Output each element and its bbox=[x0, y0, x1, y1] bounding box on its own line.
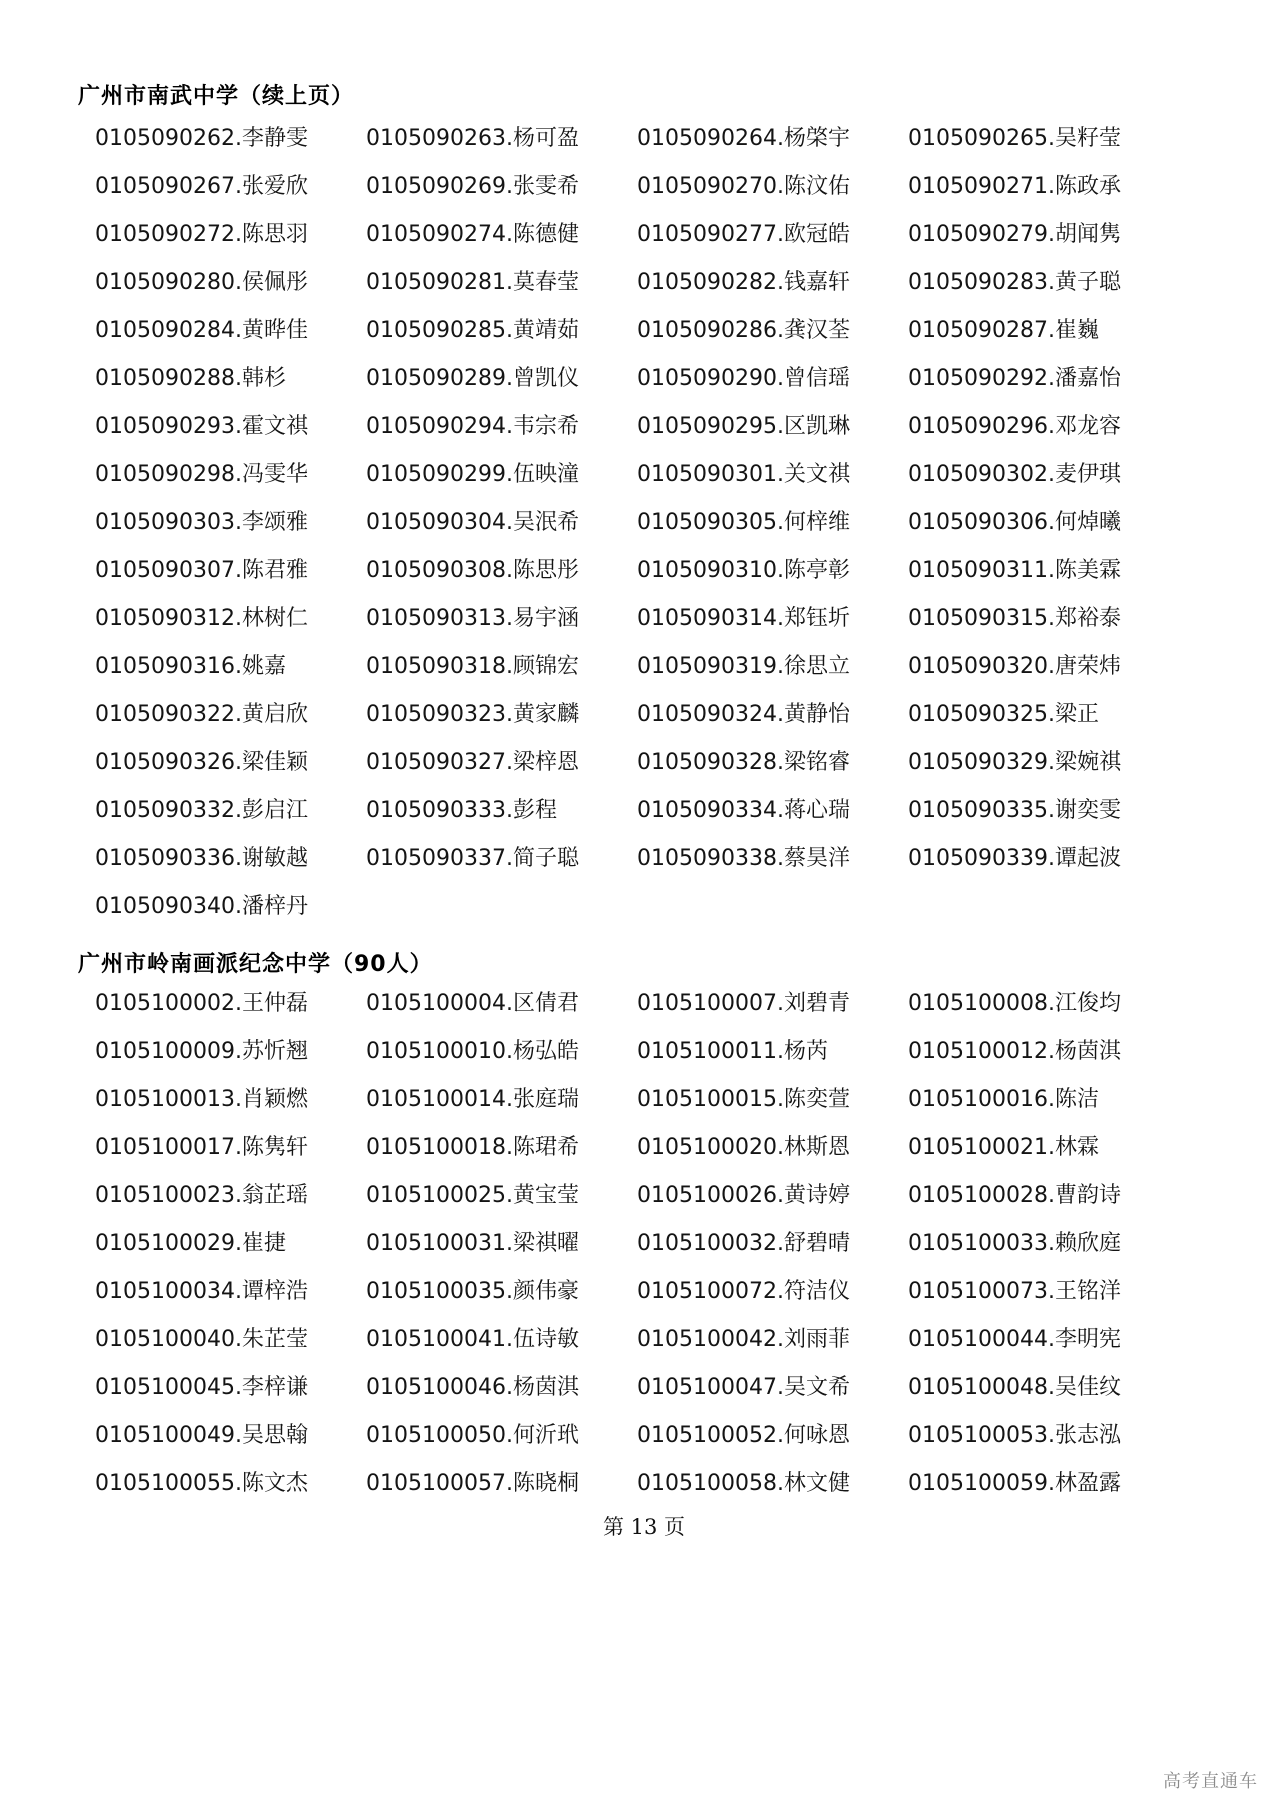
list-item: 0105100029.崔捷 bbox=[95, 1231, 286, 1256]
list-item: 0105100025.黄宝莹 bbox=[366, 1183, 579, 1208]
section-title-lingnan: 广州市岭南画派纪念中学（90人） bbox=[78, 952, 433, 977]
list-item: 0105090324.黄静怡 bbox=[637, 702, 850, 727]
list-item: 0105090338.蔡昊洋 bbox=[637, 846, 850, 871]
list-item: 0105090322.黄启欣 bbox=[95, 702, 308, 727]
list-item: 0105090327.梁梓恩 bbox=[366, 750, 579, 775]
list-item: 0105090265.吴籽莹 bbox=[908, 126, 1121, 151]
list-item: 0105090293.霍文祺 bbox=[95, 414, 308, 439]
list-item: 0105090316.姚嘉 bbox=[95, 654, 286, 679]
list-item: 0105090269.张雯希 bbox=[366, 174, 579, 199]
student-list-lingnan bbox=[95, 980, 1215, 1508]
list-item: 0105090336.谢敏越 bbox=[95, 846, 308, 871]
list-item: 0105090286.龚汉荃 bbox=[637, 318, 850, 343]
list-item: 0105100034.谭梓浩 bbox=[95, 1279, 308, 1304]
list-item: 0105090271.陈政承 bbox=[908, 174, 1121, 199]
list-item: 0105100009.苏忻翘 bbox=[95, 1039, 308, 1064]
list-item: 0105090306.何焯曦 bbox=[908, 510, 1121, 535]
list-item: 0105100042.刘雨菲 bbox=[637, 1327, 850, 1352]
list-item: 0105100016.陈洁 bbox=[908, 1087, 1099, 1112]
list-item: 0105090323.黄家麟 bbox=[366, 702, 579, 727]
list-item: 0105090314.郑钰圻 bbox=[637, 606, 850, 631]
student-list-nanwu bbox=[95, 115, 1215, 931]
list-item: 0105100013.肖颖燃 bbox=[95, 1087, 308, 1112]
list-item: 0105100010.杨弘皓 bbox=[366, 1039, 579, 1064]
list-item: 0105090315.郑裕泰 bbox=[908, 606, 1121, 631]
list-item: 0105090287.崔巍 bbox=[908, 318, 1099, 343]
list-item: 0105090301.关文祺 bbox=[637, 462, 850, 487]
list-item: 0105090270.陈汶佑 bbox=[637, 174, 850, 199]
list-item: 0105100026.黄诗婷 bbox=[637, 1183, 850, 1208]
list-item: 0105100046.杨茵淇 bbox=[366, 1375, 579, 1400]
page-number: 第 13 页 bbox=[602, 1515, 686, 1539]
list-item: 0105090281.莫春莹 bbox=[366, 270, 579, 295]
list-item: 0105090325.梁正 bbox=[908, 702, 1099, 727]
list-item: 0105100002.王仲磊 bbox=[95, 991, 308, 1016]
list-item: 0105090279.胡闻隽 bbox=[908, 222, 1121, 247]
list-item: 0105100053.张志泓 bbox=[908, 1423, 1121, 1448]
list-item: 0105090284.黄晔佳 bbox=[95, 318, 308, 343]
list-item: 0105090335.谢奕雯 bbox=[908, 798, 1121, 823]
list-item: 0105100018.陈珺希 bbox=[366, 1135, 579, 1160]
list-item: 0105090333.彭程 bbox=[366, 798, 557, 823]
list-item: 0105100020.林斯恩 bbox=[637, 1135, 850, 1160]
list-item: 0105090292.潘嘉怡 bbox=[908, 366, 1121, 391]
list-item: 0105090310.陈亭彰 bbox=[637, 558, 850, 583]
list-item: 0105090307.陈君雅 bbox=[95, 558, 308, 583]
list-item: 0105090308.陈思彤 bbox=[366, 558, 579, 583]
list-item: 0105100055.陈文杰 bbox=[95, 1471, 308, 1496]
list-item: 0105090326.梁佳颖 bbox=[95, 750, 308, 775]
list-item: 0105100015.陈奕萱 bbox=[637, 1087, 850, 1112]
list-item: 0105090288.韩杉 bbox=[95, 366, 286, 391]
list-item: 0105100007.刘碧青 bbox=[637, 991, 850, 1016]
list-item: 0105090264.杨棨宇 bbox=[637, 126, 850, 151]
list-item: 0105100041.伍诗敏 bbox=[366, 1327, 579, 1352]
list-item: 0105100057.陈晓桐 bbox=[366, 1471, 579, 1496]
list-item: 0105100049.吴思翰 bbox=[95, 1423, 308, 1448]
list-item: 0105100014.张庭瑞 bbox=[366, 1087, 579, 1112]
list-item: 0105090267.张爱欣 bbox=[95, 174, 308, 199]
list-item: 0105090283.黄子聪 bbox=[908, 270, 1121, 295]
list-item: 0105100044.李明宪 bbox=[908, 1327, 1121, 1352]
list-item: 0105090332.彭启江 bbox=[95, 798, 308, 823]
list-item: 0105090272.陈思羽 bbox=[95, 222, 308, 247]
list-item: 0105090337.简子聪 bbox=[366, 846, 579, 871]
list-item: 0105100058.林文健 bbox=[637, 1471, 850, 1496]
list-item: 0105090262.李静雯 bbox=[95, 126, 308, 151]
list-item: 0105100012.杨茵淇 bbox=[908, 1039, 1121, 1064]
list-item: 0105090299.伍映潼 bbox=[366, 462, 579, 487]
list-item: 0105100017.陈隽轩 bbox=[95, 1135, 308, 1160]
list-item: 0105100052.何咏恩 bbox=[637, 1423, 850, 1448]
list-item: 0105090289.曾凯仪 bbox=[366, 366, 579, 391]
list-item: 0105100035.颜伟豪 bbox=[366, 1279, 579, 1304]
list-item: 0105090295.区凯琳 bbox=[637, 414, 850, 439]
list-item: 0105100047.吴文希 bbox=[637, 1375, 850, 1400]
list-item: 0105090274.陈德健 bbox=[366, 222, 579, 247]
list-item: 0105090285.黄靖茹 bbox=[366, 318, 579, 343]
list-item: 0105090298.冯雯华 bbox=[95, 462, 308, 487]
list-item: 0105100059.林盈露 bbox=[908, 1471, 1121, 1496]
list-item: 0105100040.朱芷莹 bbox=[95, 1327, 308, 1352]
list-item: 0105090296.邓龙容 bbox=[908, 414, 1121, 439]
list-item: 0105090282.钱嘉轩 bbox=[637, 270, 850, 295]
list-item: 0105100008.江俊均 bbox=[908, 991, 1121, 1016]
list-item: 0105090305.何梓维 bbox=[637, 510, 850, 535]
list-item: 0105090340.潘梓丹 bbox=[95, 894, 308, 919]
section-title-nanwu: 广州市南武中学（续上页） bbox=[78, 84, 355, 109]
list-item: 0105090313.易宇涵 bbox=[366, 606, 579, 631]
list-item: 0105100050.何沂玳 bbox=[366, 1423, 579, 1448]
list-item: 0105090329.梁婉祺 bbox=[908, 750, 1121, 775]
list-item: 0105090320.唐荣炜 bbox=[908, 654, 1121, 679]
list-item: 0105090311.陈美霖 bbox=[908, 558, 1121, 583]
list-item: 0105100021.林霖 bbox=[908, 1135, 1099, 1160]
list-item: 0105090294.韦宗希 bbox=[366, 414, 579, 439]
list-item: 0105100004.区倩君 bbox=[366, 991, 579, 1016]
list-item: 0105100033.赖欣庭 bbox=[908, 1231, 1121, 1256]
list-item: 0105100028.曹韵诗 bbox=[908, 1183, 1121, 1208]
list-item: 0105090318.顾锦宏 bbox=[366, 654, 579, 679]
list-item: 0105100045.李梓谦 bbox=[95, 1375, 308, 1400]
list-item: 0105100032.舒碧晴 bbox=[637, 1231, 850, 1256]
list-item: 0105090277.欧冠皓 bbox=[637, 222, 850, 247]
list-item: 0105090302.麦伊琪 bbox=[908, 462, 1121, 487]
list-item: 0105090280.侯佩彤 bbox=[95, 270, 308, 295]
list-item: 0105100031.梁祺曜 bbox=[366, 1231, 579, 1256]
list-item: 0105100072.符洁仪 bbox=[637, 1279, 850, 1304]
list-item: 0105090319.徐思立 bbox=[637, 654, 850, 679]
list-item: 0105100023.翁芷瑶 bbox=[95, 1183, 308, 1208]
watermark: 高考直通车 bbox=[1163, 1771, 1258, 1792]
list-item: 0105090290.曾信瑶 bbox=[637, 366, 850, 391]
list-item: 0105090334.蒋心瑞 bbox=[637, 798, 850, 823]
list-item: 0105090339.谭起波 bbox=[908, 846, 1121, 871]
list-item: 0105100048.吴佳纹 bbox=[908, 1375, 1121, 1400]
list-item: 0105100073.王铭洋 bbox=[908, 1279, 1121, 1304]
list-item: 0105090303.李颂雅 bbox=[95, 510, 308, 535]
list-item: 0105090304.吴泯希 bbox=[366, 510, 579, 535]
list-item: 0105090328.梁铭睿 bbox=[637, 750, 850, 775]
list-item: 0105090263.杨可盈 bbox=[366, 126, 579, 151]
list-item: 0105100011.杨芮 bbox=[637, 1039, 828, 1064]
list-item: 0105090312.林树仁 bbox=[95, 606, 308, 631]
